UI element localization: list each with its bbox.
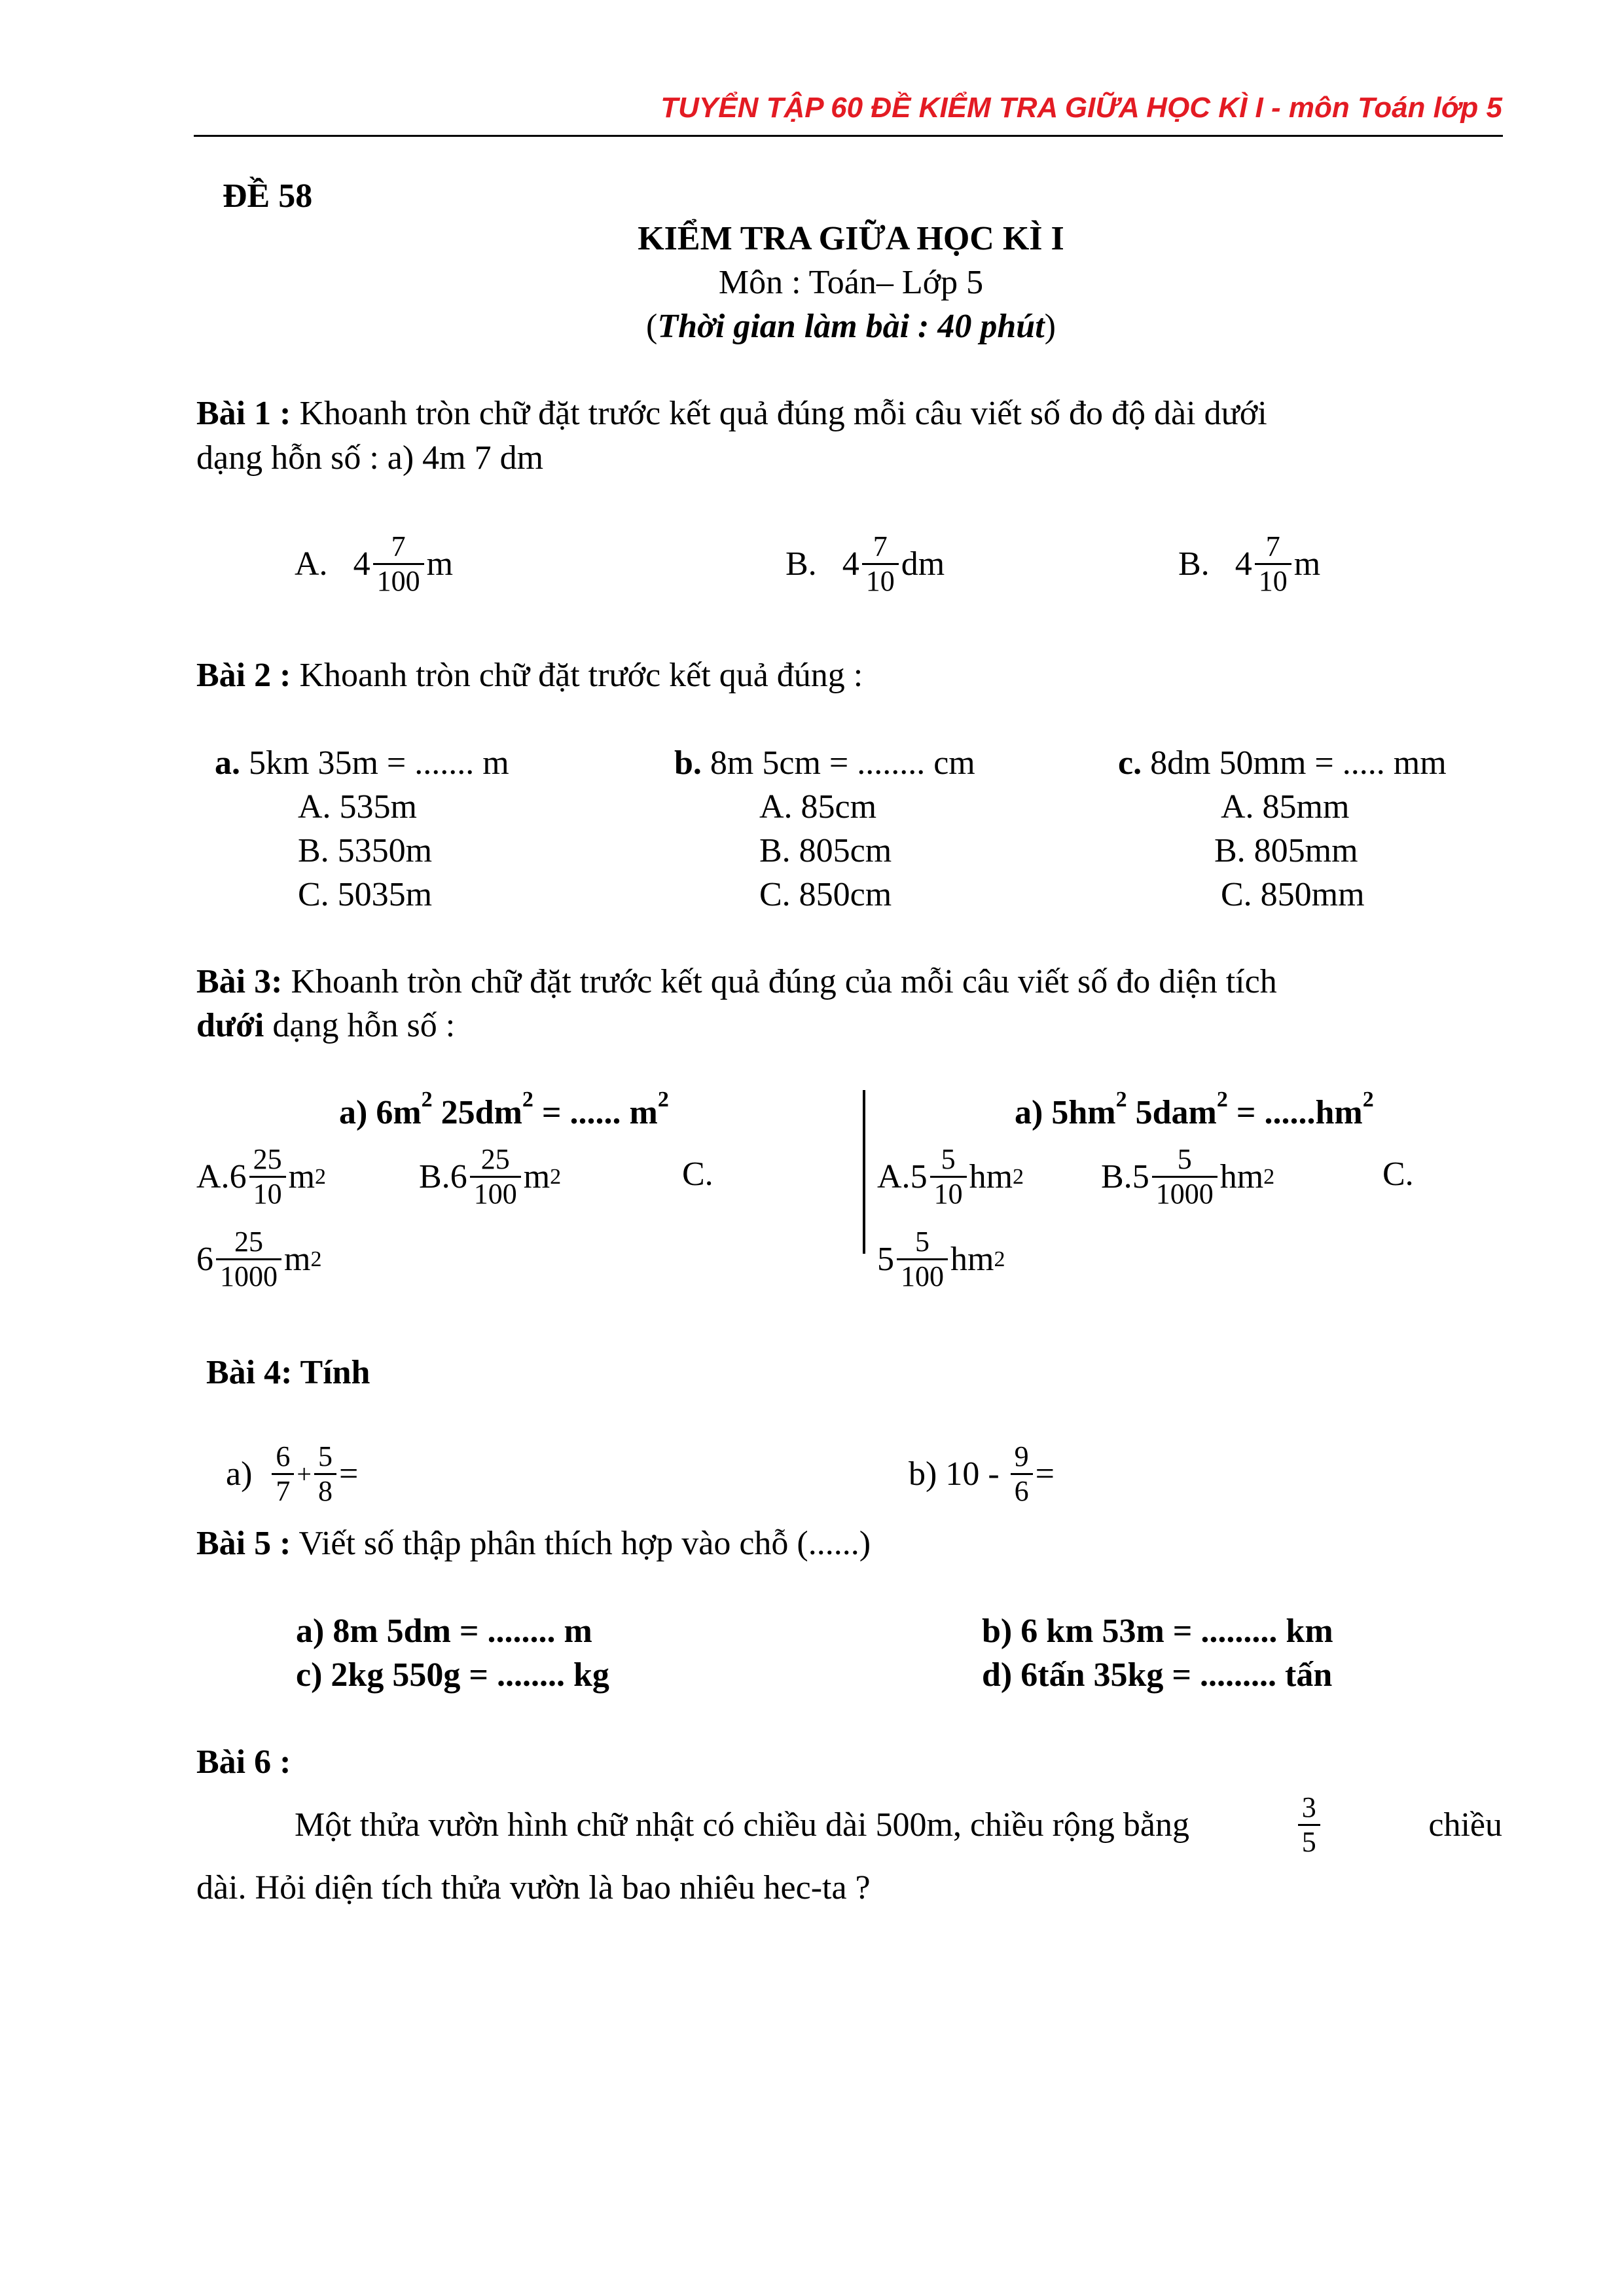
fraction-denominator: 5 <box>1301 1826 1316 1858</box>
option-whole: 6 <box>196 1240 213 1278</box>
fraction-denominator: 10 <box>1258 565 1288 597</box>
question-part: = ...... m <box>533 1094 658 1131</box>
fraction-denominator: 7 <box>276 1475 291 1507</box>
bai3-prompt-text: Khoanh tròn chữ đặt trước kết quả đúng của mỗi câu viết số đo diện tích <box>282 963 1277 1000</box>
question-text: 8dm 50mm = ..... mm <box>1142 744 1447 782</box>
option-whole: 5 <box>910 1157 928 1195</box>
question-part: a) <box>339 1094 376 1131</box>
option-whole: 5 <box>877 1240 894 1278</box>
bai3-left-option-c[interactable]: 6 $\frac{25}{1000}$ m 2 <box>196 1226 322 1292</box>
superscript: 2 <box>1115 1087 1127 1112</box>
question-key: b. <box>674 744 702 782</box>
bai3-prompt-rest: dạng hỗn số : <box>264 1007 456 1044</box>
series-title: TUYỂN TẬP 60 ĐỀ KIỂM TRA GIỮA HỌC KÌ I - môn Toán lớp 5 <box>660 92 1502 124</box>
fraction-numerator: 5 <box>930 1143 967 1178</box>
fraction <box>897 1226 948 1293</box>
bai3-left-option-c-letter[interactable]: C. <box>682 1156 713 1193</box>
option-letter: B. <box>419 1157 450 1195</box>
bai2-question-c <box>1118 742 1447 784</box>
expression-label: b) 10 - <box>909 1455 1000 1493</box>
option-whole: 6 <box>450 1157 467 1195</box>
bai3-right-option-c-letter[interactable]: C. <box>1382 1156 1414 1193</box>
question-key: a. <box>215 744 240 782</box>
bai5-item-d <box>982 1654 1332 1696</box>
superscript: 2 <box>657 1087 669 1112</box>
option-whole: 6 <box>229 1157 247 1195</box>
fraction-numerator: 3 <box>1298 1791 1320 1826</box>
fraction-denominator: 100 <box>473 1178 517 1210</box>
bai3-emphasis: dưới <box>196 1007 264 1044</box>
bai3-left-option-a[interactable]: A. 6 $\frac{25}{10}$ m 2 <box>196 1143 327 1210</box>
item-key: a) <box>296 1613 325 1650</box>
question-part: a) <box>1015 1094 1052 1131</box>
item-text: 2kg 550g = ........ kg <box>322 1656 609 1694</box>
fraction-denominator: 1000 <box>220 1260 278 1292</box>
bai3-right-option-a[interactable]: A. 5 $\frac{5}{10}$ hm 2 <box>877 1143 1024 1210</box>
bai2-question-b <box>674 742 975 784</box>
equals-sign: = <box>338 1455 359 1493</box>
option-unit: hm <box>950 1240 994 1278</box>
bai2-b-option-b[interactable]: B. 805cm <box>759 832 892 869</box>
question-part: = ......hm <box>1227 1094 1363 1131</box>
bai3-left-question <box>339 1087 669 1134</box>
fraction <box>249 1143 286 1211</box>
fraction-denominator: 100 <box>376 565 420 597</box>
question-part: 5hm <box>1051 1094 1116 1131</box>
fraction <box>373 530 424 598</box>
question-part: 25dm <box>432 1094 522 1131</box>
fraction-numerator: 9 <box>1011 1440 1033 1475</box>
bai1-option-b[interactable] <box>785 530 945 598</box>
bai2-b-option-a[interactable]: A. 85cm <box>759 788 877 826</box>
fraction <box>470 1143 521 1211</box>
superscript: 2 <box>421 1087 433 1112</box>
bai3-column-divider <box>863 1090 865 1254</box>
option-unit: dm <box>901 545 945 583</box>
bai1-option-c[interactable] <box>1178 530 1320 598</box>
option-unit: m <box>1293 545 1321 583</box>
item-key: d) <box>982 1656 1013 1694</box>
bai3-right-option-b[interactable]: B. 5 $\frac{5}{1000}$ hm 2 <box>1101 1143 1275 1210</box>
exam-title: KIỂM TRA GIỮA HỌC KÌ I <box>638 220 1064 257</box>
bai2-prompt-text: Khoanh tròn chữ đặt trước kết quả đúng : <box>291 657 863 694</box>
bai2-c-option-a[interactable]: A. 85mm <box>1221 788 1350 826</box>
option-unit: hm <box>1219 1157 1264 1195</box>
option-whole: 4 <box>353 545 370 583</box>
option-whole: 4 <box>842 545 859 583</box>
bai2-question-a <box>215 742 509 784</box>
bai3-right-option-c[interactable]: 5 $\frac{5}{100}$ hm 2 <box>877 1226 1005 1292</box>
bai3-prompt-line2 <box>196 1005 455 1047</box>
fraction-denominator: 1000 <box>1155 1178 1214 1210</box>
fraction-numerator: 7 <box>862 530 899 565</box>
bai2-a-option-c[interactable]: C. 5035m <box>298 876 433 913</box>
equals-sign: = <box>1035 1455 1055 1493</box>
exam-number: ĐỀ 58 <box>223 177 313 215</box>
fraction-numerator: 6 <box>272 1440 294 1475</box>
superscript: 2 <box>1362 1087 1374 1112</box>
exam-time-open: ( <box>645 308 658 345</box>
bai2-a-option-a[interactable]: A. 535m <box>298 788 417 826</box>
option-letter: A. <box>877 1157 911 1195</box>
fraction <box>1298 1791 1320 1859</box>
option-unit: m <box>288 1157 316 1195</box>
bai1-prompt-text: Khoanh tròn chữ đặt trước kết quả đúng mỗi câu viết số đo độ dài dưới <box>291 395 1267 432</box>
superscript: 2 <box>522 1087 533 1112</box>
option-unit: hm <box>969 1157 1013 1195</box>
bai3-left-option-b[interactable]: B. 6 $\frac{25}{100}$ m 2 <box>419 1143 562 1210</box>
fraction <box>272 1440 294 1508</box>
fraction-denominator: 10 <box>253 1178 282 1210</box>
fraction <box>862 530 899 598</box>
fraction <box>1011 1440 1033 1508</box>
question-part: 6m <box>376 1094 422 1131</box>
header-rule <box>194 135 1503 137</box>
option-unit: m <box>426 545 454 583</box>
bai4-expression-b <box>909 1440 1055 1508</box>
bai4-label: Bài 4: Tính <box>206 1354 370 1391</box>
fraction <box>930 1143 967 1211</box>
fraction-denominator: 8 <box>317 1475 333 1507</box>
fraction-denominator: 10 <box>933 1178 963 1210</box>
bai3-prompt-line1 <box>196 961 1277 1003</box>
bai5-item-a <box>296 1611 592 1652</box>
bai5-label: Bài 5 : <box>196 1525 291 1562</box>
bai5-prompt-text: Viết số thập phân thích hợp vào chỗ (......) <box>291 1525 871 1562</box>
fraction-denominator: 10 <box>865 565 895 597</box>
question-text: 8m 5cm = ........ cm <box>701 744 975 782</box>
option-unit: m <box>284 1240 311 1278</box>
fraction <box>1152 1143 1218 1211</box>
bai5-item-c <box>296 1654 609 1696</box>
fraction-numerator: 5 <box>1152 1143 1218 1178</box>
bai6-text: Một thửa vườn hình chữ nhật có chiều dài 500m, chiều rộng bằng <box>295 1806 1189 1844</box>
bai3-right-question <box>1015 1087 1374 1134</box>
bai1-prompt-line1 <box>196 393 1267 435</box>
bai5-item-b <box>982 1611 1333 1652</box>
item-text: 6tấn 35kg = ......... tấn <box>1012 1656 1333 1694</box>
option-unit: m <box>523 1157 550 1195</box>
bai2-c-option-b[interactable]: B. 805mm <box>1214 832 1358 869</box>
bai1-option-a[interactable] <box>295 530 453 598</box>
bai3-label: Bài 3: <box>196 963 283 1000</box>
bai2-prompt <box>196 655 863 697</box>
bai1-prompt-line2: dạng hỗn số : a) 4m 7 dm <box>196 439 544 477</box>
exam-time <box>196 306 1506 348</box>
bai6-label: Bài 6 : <box>196 1743 291 1781</box>
question-key: c. <box>1118 744 1142 782</box>
bai6-line1 <box>196 1791 1502 1859</box>
operator: + <box>297 1459 312 1489</box>
bai1-label: Bài 1 : <box>196 395 291 432</box>
fraction-numerator: 5 <box>314 1440 336 1475</box>
bai2-b-option-c[interactable]: C. 850cm <box>759 876 892 913</box>
fraction-numerator: 25 <box>249 1143 286 1178</box>
option-whole: 4 <box>1235 545 1252 583</box>
exam-time-text: Thời gian làm bài : 40 phút <box>657 308 1045 345</box>
question-text: 5km 35m = ....... m <box>240 744 509 782</box>
fraction <box>314 1440 336 1508</box>
option-letter: A. <box>196 1157 230 1195</box>
option-letter: A. <box>295 545 328 583</box>
fraction-numerator: 25 <box>216 1226 281 1260</box>
question-part: 5dam <box>1127 1094 1217 1131</box>
fraction-numerator: 25 <box>470 1143 521 1178</box>
option-whole: 5 <box>1132 1157 1149 1195</box>
exam-subject: Môn : Toán– Lớp 5 <box>718 264 984 301</box>
expression-label: a) <box>226 1455 253 1493</box>
option-letter: B. <box>1178 545 1210 583</box>
bai2-a-option-b[interactable]: B. 5350m <box>298 832 433 869</box>
fraction-denominator: 100 <box>901 1260 944 1292</box>
bai4-expression-a <box>226 1440 358 1508</box>
bai2-label: Bài 2 : <box>196 657 291 694</box>
bai6-line2: dài. Hỏi diện tích thửa vườn là bao nhiêu hec-ta ? <box>196 1869 871 1906</box>
exam-time-close: ) <box>1044 308 1056 345</box>
item-key: b) <box>982 1613 1013 1650</box>
fraction-numerator: 5 <box>897 1226 948 1260</box>
bai2-c-option-c[interactable]: C. 850mm <box>1221 876 1365 913</box>
fraction-numerator: 7 <box>373 530 424 565</box>
option-letter: B. <box>1101 1157 1132 1195</box>
option-letter: B. <box>785 545 817 583</box>
item-text: 6 km 53m = ......... km <box>1012 1613 1333 1650</box>
fraction-denominator: 6 <box>1014 1475 1029 1507</box>
fraction <box>1255 530 1291 598</box>
fraction-numerator: 7 <box>1255 530 1291 565</box>
superscript: 2 <box>1216 1087 1228 1112</box>
fraction <box>216 1226 281 1293</box>
item-key: c) <box>296 1656 323 1694</box>
bai5-prompt <box>196 1523 871 1565</box>
item-text: 8m 5dm = ........ m <box>324 1613 592 1650</box>
bai6-text: chiều <box>1428 1806 1502 1844</box>
